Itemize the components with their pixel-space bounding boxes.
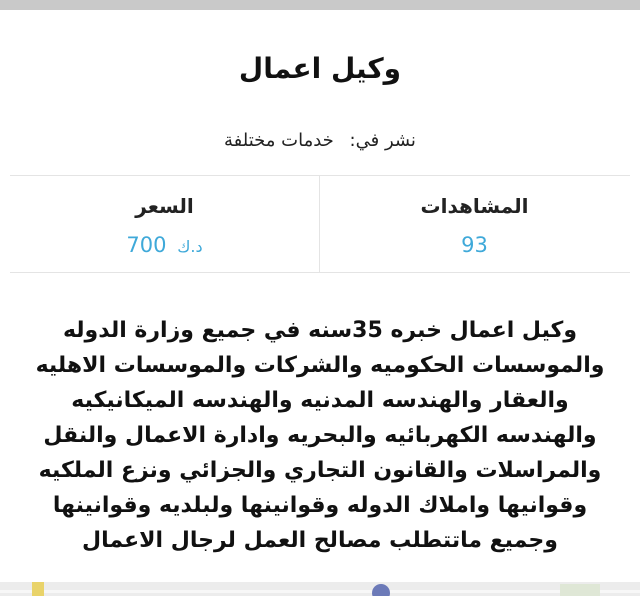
map-road-yellow bbox=[32, 582, 44, 596]
stats-panel bbox=[10, 175, 630, 273]
ad-description: وكيل اعمال خبره 35سنه في جميع وزارة الدوله والموسسات الحكوميه والشركات والموسسات الاهليه والعقار والهندسه المدنيه والهندسه الميكانيكيه والهندسه الكهربائيه والبحريه وادارة الاعمال والنقل والمراسلات والقانون التجاري والجزائي ونزع الملكيه وقوانيها واملاك الدوله وقوانينها ولبلديه وقوانينها وجميع ماتتطلب مصالح العمل لرجال الاعمال bbox=[35, 318, 605, 553]
map-preview[interactable] bbox=[0, 582, 640, 596]
map-road bbox=[0, 590, 640, 593]
posted-in bbox=[0, 130, 640, 151]
price-label: السعر bbox=[135, 194, 194, 218]
price-value bbox=[10, 233, 319, 257]
views-label: المشاهدات bbox=[420, 194, 529, 218]
map-pin-icon bbox=[372, 584, 390, 596]
views-value: 93 bbox=[461, 233, 488, 257]
views-stat bbox=[320, 176, 629, 272]
stats-divider bbox=[319, 176, 320, 272]
price-currency: د.ك bbox=[177, 237, 203, 256]
price-stat bbox=[10, 176, 319, 272]
price-amount: 700 bbox=[126, 233, 167, 257]
page-title: وكيل اعمال bbox=[238, 52, 402, 85]
posted-in-label: نشر في: bbox=[349, 130, 416, 151]
posted-category-link[interactable]: خدمات مختلفة bbox=[224, 130, 334, 151]
map-block bbox=[560, 584, 600, 596]
top-bar bbox=[0, 0, 640, 10]
